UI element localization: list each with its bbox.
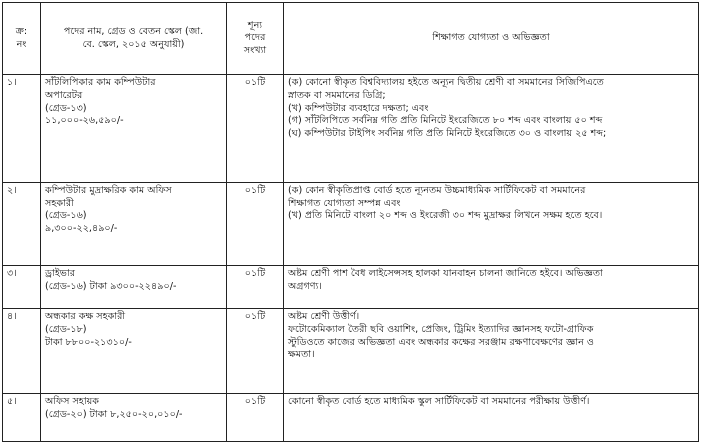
row-serial: ৩।: [3, 265, 41, 308]
table-row: [3, 265, 699, 308]
row-serial: ৪।: [3, 309, 41, 394]
row-vacancy: ০১টি: [227, 309, 284, 394]
row-requirement: কোনো স্বীকৃত বোর্ড হতে মাধ্যমিক স্কুল সার্টিফিকেট বা সমমানের পরীক্ষায় উত্তীর্ণ।: [284, 394, 699, 442]
table-row: [3, 183, 699, 266]
row-post: অফিস সহায়ক (গ্রেড-২০) টাকা ৮,২৫০-২০,০১০/-: [41, 394, 227, 442]
table-header-row: [3, 3, 699, 75]
row-post: কম্পিউটার মুদ্রাক্ষরিক কাম অফিস সহকারী (গ্রেড-১৬) ৯,৩০০-২২,৪৯০/-: [41, 183, 227, 266]
table-row: [3, 394, 699, 442]
header-post: পদের নাম, গ্রেড ও বেতন স্কেল (জা. বে. স্কেল, ২০১৫ অনুযায়ী): [41, 3, 227, 75]
row-serial: ১।: [3, 75, 41, 183]
row-vacancy: ০১টি: [227, 183, 284, 266]
row-serial: ৫।: [3, 394, 41, 442]
header-requirement: শিক্ষাগত যোগ্যতা ও অভিজ্ঞতা: [284, 3, 699, 75]
table-row: [3, 75, 699, 183]
row-vacancy: ০১টি: [227, 265, 284, 308]
row-serial: ২।: [3, 183, 41, 266]
header-serial: ক্র: নং: [3, 3, 41, 75]
row-requirement: (ক) কোনো স্বীকৃত বিশ্ববিদ্যালয় হইতে অন্যূন দ্বিতীয় শ্রেণী বা সমমানের সিজিপিএতে স্নাতক বা সমমানের ডিগ্রি; (খ) কম্পিউটার ব্যবহারে দক্ষতা; এবং (গ) সাঁটলিপিতে সর্বনিম্ন গতি প্রতি মিনিটে ইংরেজিতে ৮০ শব্দ এবং বাংলায় ৫০ শব্দ (ঘ) কম্পিউটার টাইপিং সর্বনিম্ন গতি প্রতি মিনিটে ইংরেজিতে ৩০ ও বাংলায় ২৫ শব্দ;: [284, 75, 699, 183]
job-vacancy-table: [2, 2, 699, 442]
row-post: ড্রাইভার (গ্রেড-১৬) টাকা ৯৩০০-২২৪৯০/-: [41, 265, 227, 308]
row-requirement: অষ্টম শ্রেণী উত্তীর্ণ। ফটোকেমিক্যাল তৈরী ছবি ওয়াশিং, প্রেজিং, ট্রিমিং ইত্যাদির জ্ঞানসহ ফটো-গ্রাফিক স্টুডিওতে কাজের অভিজ্ঞতা এবং অন্ধকার কক্ষের সরঞ্জাম রক্ষণাবেক্ষণের জ্ঞান ও ক্ষমতা।: [284, 309, 699, 394]
table-row: [3, 309, 699, 394]
row-vacancy: ০১টি: [227, 75, 284, 183]
row-post: সাঁটলিপিকার কাম কম্পিউটার অপারেটর (গ্রেড-১৩) ১১,০০০-২৬,৫৯০/-: [41, 75, 227, 183]
header-vacancy: শূন্য পদের সংখ্যা: [227, 3, 284, 75]
row-post: অন্ধকার কক্ষ সহকারী (গ্রেড-১৮) টাকা ৮৮০০-২১৩১০/-: [41, 309, 227, 394]
row-vacancy: ০১টি: [227, 394, 284, 442]
row-requirement: (ক) কোন স্বীকৃতিপ্রাপ্ত বোর্ড হতে ন্যূনতম উচ্চমাধ্যমিক সার্টিফিকেট বা সমমানের শিক্ষাগত যোগ্যতা সম্পন্ন এবং (খ) প্রতি মিনিটে বাংলা ২০ শব্দ ও ইংরেজী ৩০ শব্দ মুদ্রাক্ষর লিখনে সক্ষম হতে হবে।: [284, 183, 699, 266]
row-requirement: অষ্টম শ্রেণী পাশ বৈধ লাইসেন্সসহ হালকা যানবাহন চালনা জানিতে হইবে। অভিজ্ঞতা অগ্রগণ্য।: [284, 265, 699, 308]
